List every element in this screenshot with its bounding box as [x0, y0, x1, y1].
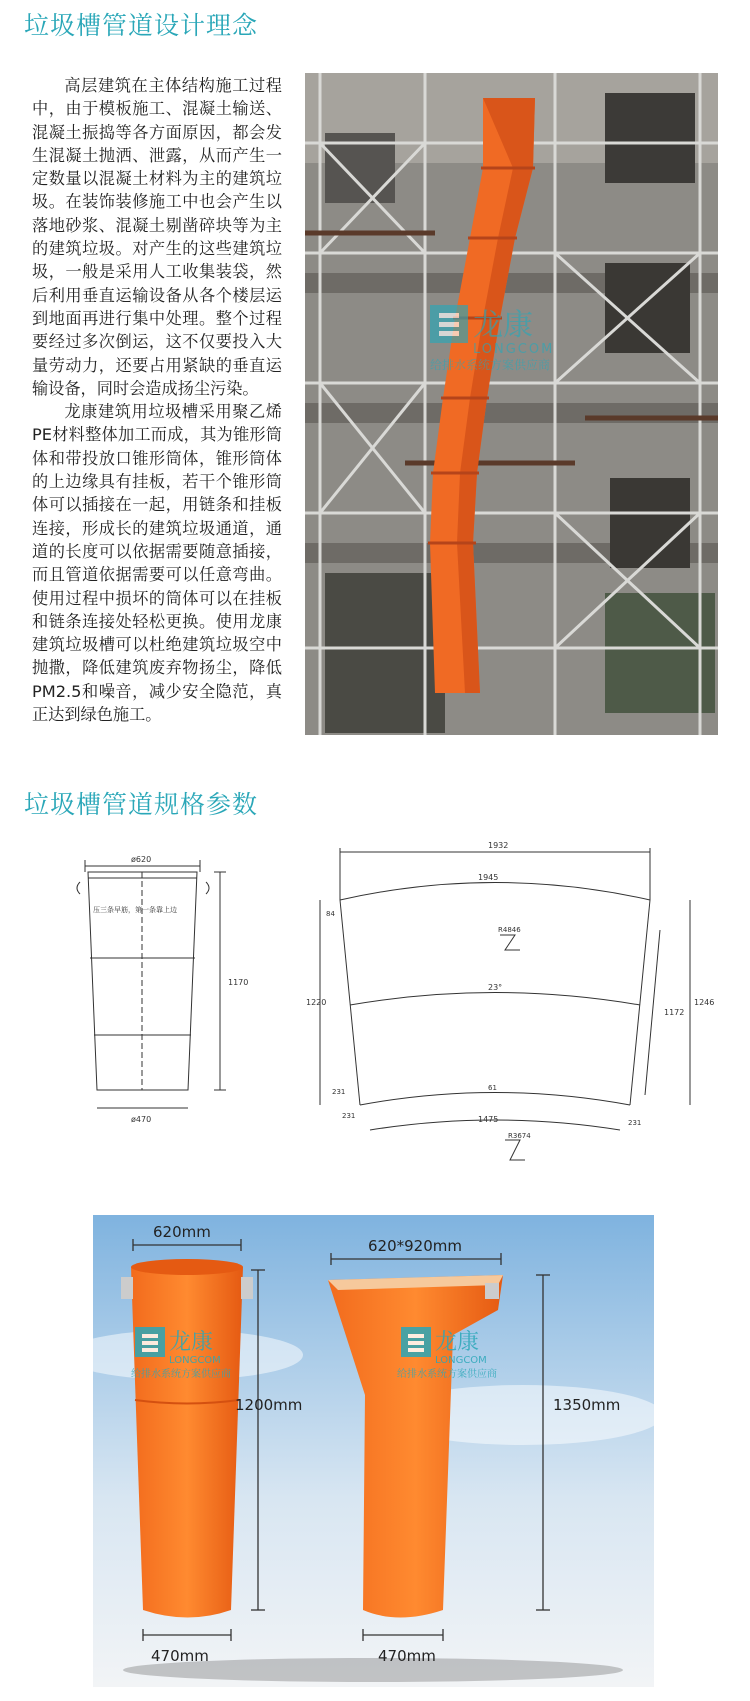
product-left-logo-cn: 龙康 [169, 1330, 214, 1355]
drawing-left-note: 压三条早筋，第一条靠上边 [93, 906, 177, 914]
drawing-right-r-outer: R3674 [508, 1132, 531, 1140]
product-left-logo-sub: 给排水系统方案供应商 [131, 1369, 231, 1380]
watermark-sub: 给排水系统方案供应商 [430, 358, 551, 372]
drawing-left-height-dim: 1170 [228, 978, 249, 987]
drawing-right [320, 848, 690, 1160]
section-title-design: 垃圾槽管道设计理念 [24, 11, 259, 40]
product-left-bottom-dim: 470mm [151, 1647, 209, 1665]
article-paragraph-1: 高层建筑在主体结构施工过程中，由于模板施工、混凝土输送、混凝土振捣等各方面原因，都会发生混凝土抛洒、泄露，从而产生一定数量以混凝土材料为主的建筑垃圾。在装饰装修施工中也会产生以落地砂浆、混凝土剔凿碎块等为主的建筑垃圾。对产生的这些建筑垃圾，一般是采用人工收集装袋，然后利用垂直运输设备从各个楼层运到地面再进行集中处理。整个过程要经过多次倒运，这不仅要投入大量劳动力，还要占用紧缺的垂直运输设备，同时会造成扬尘污染。 [32, 76, 282, 398]
drawing-right-side-b: 231 [628, 1119, 642, 1127]
product-left-logo-en: LONGCOM [169, 1355, 221, 1366]
article-paragraph-2: 龙康建筑用垃圾槽采用聚乙烯PE材料整体加工而成，其为锥形筒体和带投放口锥形筒体，锥形筒体的上边缘具有挂板，若干个锥形筒体可以插接在一起，用链条和挂板连接，形成长的建筑垃圾通道，通道的长度可以依据需要随意插接，而且管道依据需要可以任意弯曲。使用过程中损坏的筒体可以在挂板和链条连接处轻松更换。使用龙康建筑垃圾槽可以杜绝建筑垃圾空中抛撒，降低建筑废弃物扬尘，降低PM2.5和噪音，减少安全隐范，真正达到绿色施工。 [32, 402, 282, 725]
product-right-bottom-dim: 470mm [378, 1647, 436, 1665]
product-right-logo-en: LONGCOM [435, 1355, 487, 1366]
product-right-logo-sub: 给排水系统方案供应商 [397, 1369, 497, 1380]
technical-drawings [0, 840, 750, 1200]
drawing-right-side-c: 231 [332, 1088, 346, 1096]
product-left-height-dim: 1200mm [235, 1396, 303, 1414]
drawing-left-top-dim: ø620 [131, 855, 152, 864]
drawing-right-small-a: 84 [326, 910, 335, 918]
drawing-right-h-left: 1220 [306, 998, 327, 1007]
product-photo [93, 1215, 654, 1687]
drawing-right-arc-top: 1945 [478, 873, 499, 882]
drawing-left-bottom-dim: ø470 [131, 1115, 152, 1124]
drawing-right-small-b: 61 [488, 1084, 497, 1092]
watermark-logo-en: LONGCOM [473, 342, 555, 357]
product-right-logo-cn: 龙康 [435, 1330, 480, 1355]
drawing-right-h-right: 1246 [694, 998, 715, 1007]
drawing-right-width-dim: 1932 [488, 841, 509, 850]
construction-photo [305, 73, 718, 735]
drawing-right-angle: 23° [488, 983, 503, 992]
product-left-top-dim: 620mm [153, 1223, 211, 1241]
watermark-logo-cn: 龙康 [473, 308, 533, 343]
drawing-left [77, 860, 226, 1108]
drawing-right-arc-bottom: 1475 [478, 1115, 499, 1124]
drawing-right-r-inner: R4846 [498, 926, 521, 934]
product-right-top-dim: 620*920mm [368, 1237, 462, 1255]
section-title-specs: 垃圾槽管道规格参数 [24, 790, 259, 819]
drawing-right-side-a: 231 [342, 1112, 356, 1120]
drawing-right-h-inner: 1172 [664, 1008, 685, 1017]
article-text [32, 74, 282, 726]
product-right-height-dim: 1350mm [553, 1396, 621, 1414]
